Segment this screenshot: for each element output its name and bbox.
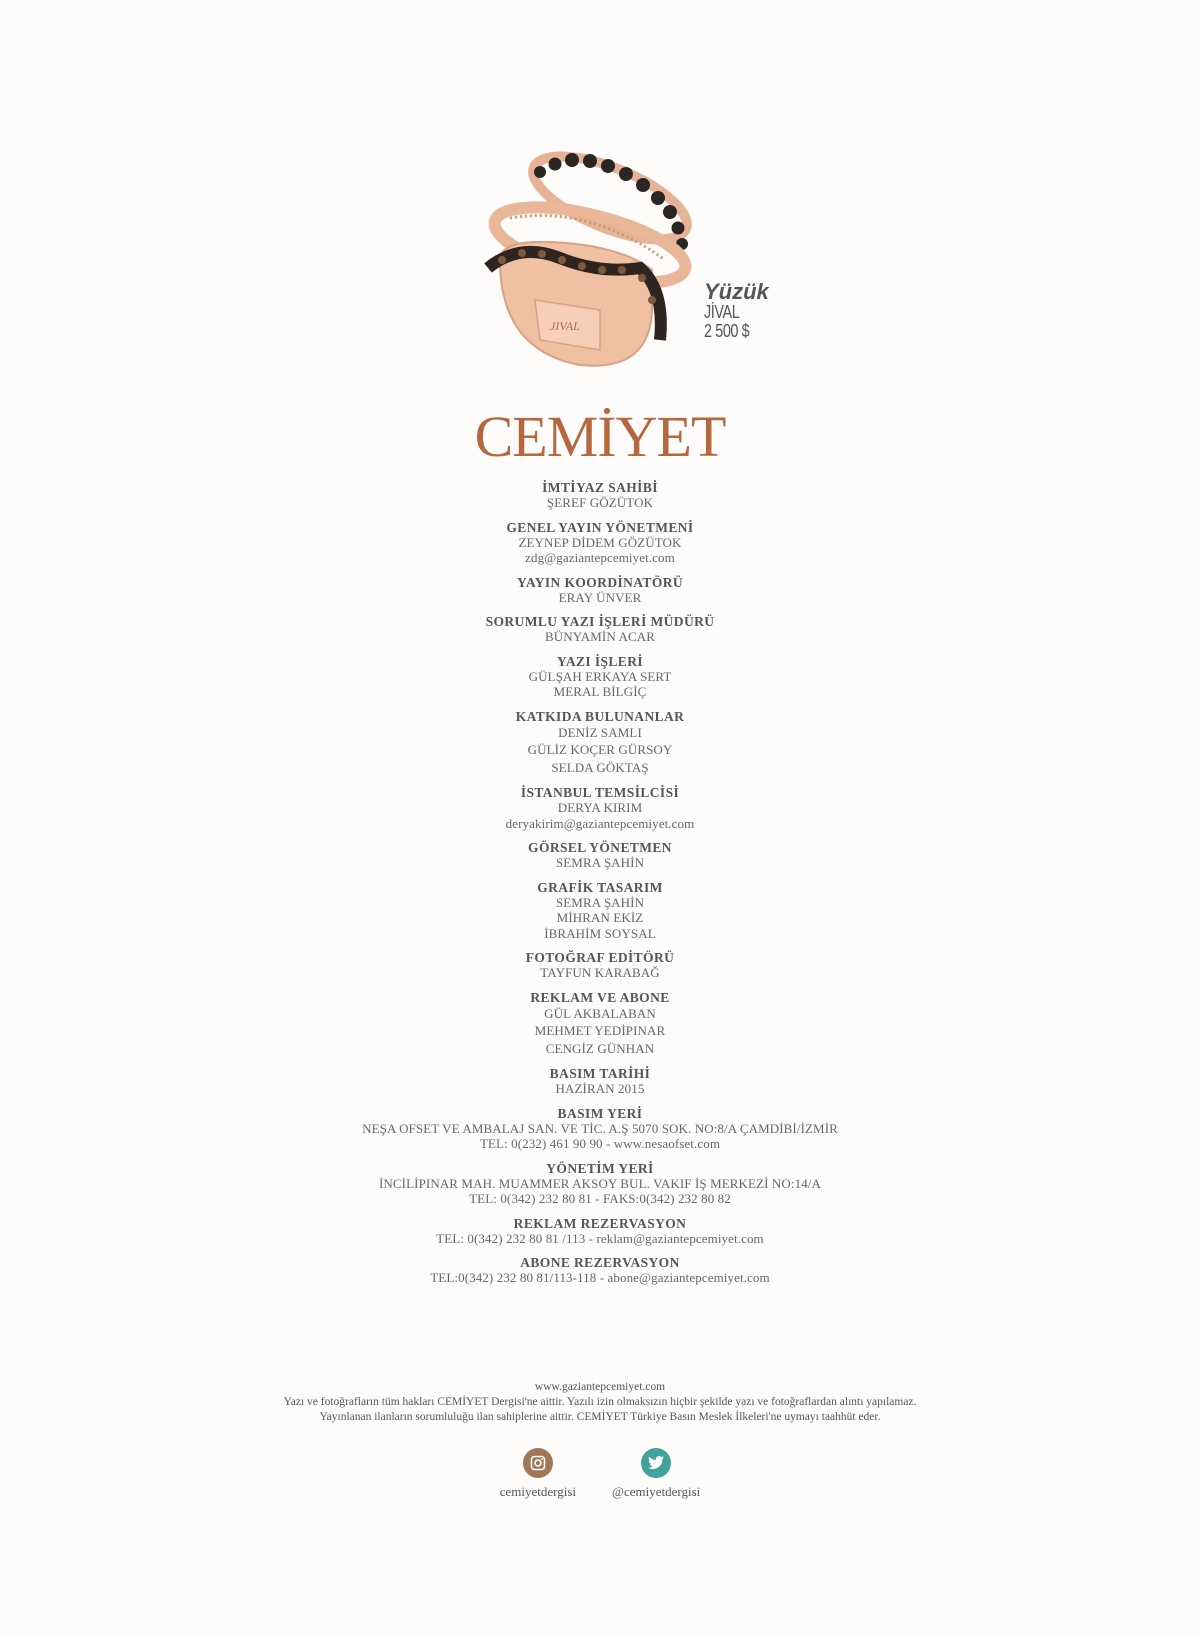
masthead-section: [0, 1066, 1200, 1097]
section-line: BÜNYAMİN ACAR: [544, 629, 655, 644]
section-title: GÖRSEL YÖNETMEN: [528, 840, 672, 855]
masthead-section: [0, 880, 1200, 942]
masthead-section: [0, 520, 1200, 566]
section-line[interactable]: TEL:0(342) 232 80 81/113-118 - abone@gaziantepcemiyet.com: [430, 1270, 770, 1285]
section-title: YAYIN KOORDİNATÖRÜ: [516, 574, 684, 590]
masthead-section: [0, 654, 1200, 700]
section-title: BASIM TARİHİ: [549, 1066, 651, 1081]
section-line: TEL: 0(342) 232 80 81 - FAKS:0(342) 232 80 82: [469, 1191, 731, 1206]
product-price: 2 500 $: [704, 320, 750, 341]
masthead-section: [0, 709, 1200, 777]
section-line: TAYFUN KARABAĞ: [540, 965, 660, 980]
section-title: İSTANBUL TEMSİLCİSİ: [520, 785, 680, 800]
section-line: ŞEREF GÖZÜTOK: [546, 495, 654, 510]
section-line: MİHRAN EKİZ: [556, 910, 644, 925]
section-line: CENGİZ GÜNHAN: [545, 1040, 655, 1056]
section-line[interactable]: TEL: 0(232) 461 90 90 - www.nesaofset.com: [479, 1136, 721, 1151]
masthead-section: [0, 614, 1200, 645]
section-line: GÜL AKBALABAN: [544, 1005, 656, 1021]
masthead-section: [0, 990, 1200, 1058]
section-title: KATKIDA BULUNANLAR: [515, 708, 685, 724]
section-title: FOTOĞRAF EDİTÖRÜ: [525, 950, 675, 965]
section-title: ABONE REZERVASYON: [520, 1255, 680, 1270]
product-caption: [704, 280, 769, 341]
section-title: BASIM YERİ: [557, 1105, 643, 1121]
section-line: MEHMET YEDİPINAR: [534, 1023, 666, 1038]
section-line: ERAY ÜNVER: [558, 589, 642, 605]
product-feature: [480, 150, 800, 390]
masthead-section: [0, 575, 1200, 606]
twitter-icon[interactable]: [641, 1448, 671, 1478]
social-instagram[interactable]: [500, 1448, 576, 1500]
section-line[interactable]: TEL: 0(342) 232 80 81 /113 - reklam@gaziantepcemiyet.com: [436, 1230, 764, 1246]
section-title: YÖNETİM YERİ: [546, 1160, 654, 1176]
instagram-handle[interactable]: cemiyetdergisi: [499, 1484, 577, 1499]
rights-notice: Yazı ve fotoğrafların tüm hakları CEMİYET Dergisi'ne aittir. Yazılı izin olmaksızın hiçbir şekilde yazı ve fotoğraflardan alıntı yapılamaz.: [283, 1396, 917, 1408]
magazine-logo: CEMİYET: [474, 404, 726, 469]
masthead: [0, 480, 1200, 1295]
masthead-section: [0, 840, 1200, 871]
social-links: [0, 1448, 1200, 1500]
product-name: Yüzük: [704, 279, 769, 304]
ring-engraving: JIVAL: [550, 319, 580, 333]
section-title: YAZI İŞLERİ: [556, 653, 644, 669]
section-title: REKLAM REZERVASYON: [513, 1215, 687, 1231]
footer: [0, 1380, 1200, 1425]
section-line: MERAL BİLGİÇ: [553, 684, 647, 699]
section-line: GÜLİZ KOÇER GÜRSOY: [527, 742, 673, 757]
section-line[interactable]: deryakirim@gaziantepcemiyet.com: [505, 815, 695, 831]
section-line: SEMRA ŞAHİN: [555, 894, 645, 910]
section-title: REKLAM VE ABONE: [530, 989, 670, 1005]
section-line: SEMRA ŞAHİN: [555, 855, 645, 870]
social-twitter[interactable]: [612, 1448, 700, 1500]
masthead-section: [0, 950, 1200, 981]
masthead-section: [0, 480, 1200, 511]
section-line[interactable]: zdg@gaziantepcemiyet.com: [525, 550, 675, 565]
section-title: GENEL YAYIN YÖNETMENİ: [506, 519, 694, 535]
section-line: İNCİLİPINAR MAH. MUAMMER AKSOY BUL. VAKIF İŞ MERKEZİ NO:14/A: [378, 1175, 821, 1191]
masthead-section: [0, 1255, 1200, 1286]
section-line: NEŞA OFSET VE AMBALAJ SAN. VE TİC. A.Ş 5070 SOK. NO:8/A ÇAMDİBİ/İZMİR: [362, 1120, 838, 1136]
ring-stack-image: [480, 150, 700, 390]
section-line: DERYA KIRIM: [557, 800, 643, 815]
masthead-section: [0, 1106, 1200, 1152]
masthead-section: [0, 785, 1200, 831]
section-title: GRAFİK TASARIM: [537, 879, 663, 895]
instagram-icon[interactable]: [523, 1448, 553, 1478]
masthead-section: [0, 1161, 1200, 1207]
section-line: DENİZ SAMLI: [558, 724, 642, 740]
masthead-section: [0, 1216, 1200, 1247]
section-line: GÜLŞAH ERKAYA SERT: [528, 668, 672, 684]
product-brand: JİVAL: [704, 302, 740, 323]
section-line: İBRAHİM SOYSAL: [544, 925, 656, 941]
ads-notice: Yayınlanan ilanların sorumluluğu ilan sahiplerine aittir. CEMİYET Türkiye Basın Meslek İlkeleri'ne uymayı taahhüt eder.: [319, 1411, 881, 1423]
website-link[interactable]: www.gaziantepcemiyet.com: [534, 1381, 666, 1393]
twitter-handle[interactable]: @cemiyetdergisi: [612, 1484, 701, 1499]
section-line: HAZİRAN 2015: [555, 1081, 645, 1096]
section-title: SORUMLU YAZI İŞLERİ MÜDÜRÜ: [485, 614, 715, 629]
section-title: İMTİYAZ SAHİBİ: [542, 480, 658, 495]
section-line: ZEYNEP DİDEM GÖZÜTOK: [518, 534, 682, 550]
section-line: SELDA GÖKTAŞ: [551, 759, 649, 775]
